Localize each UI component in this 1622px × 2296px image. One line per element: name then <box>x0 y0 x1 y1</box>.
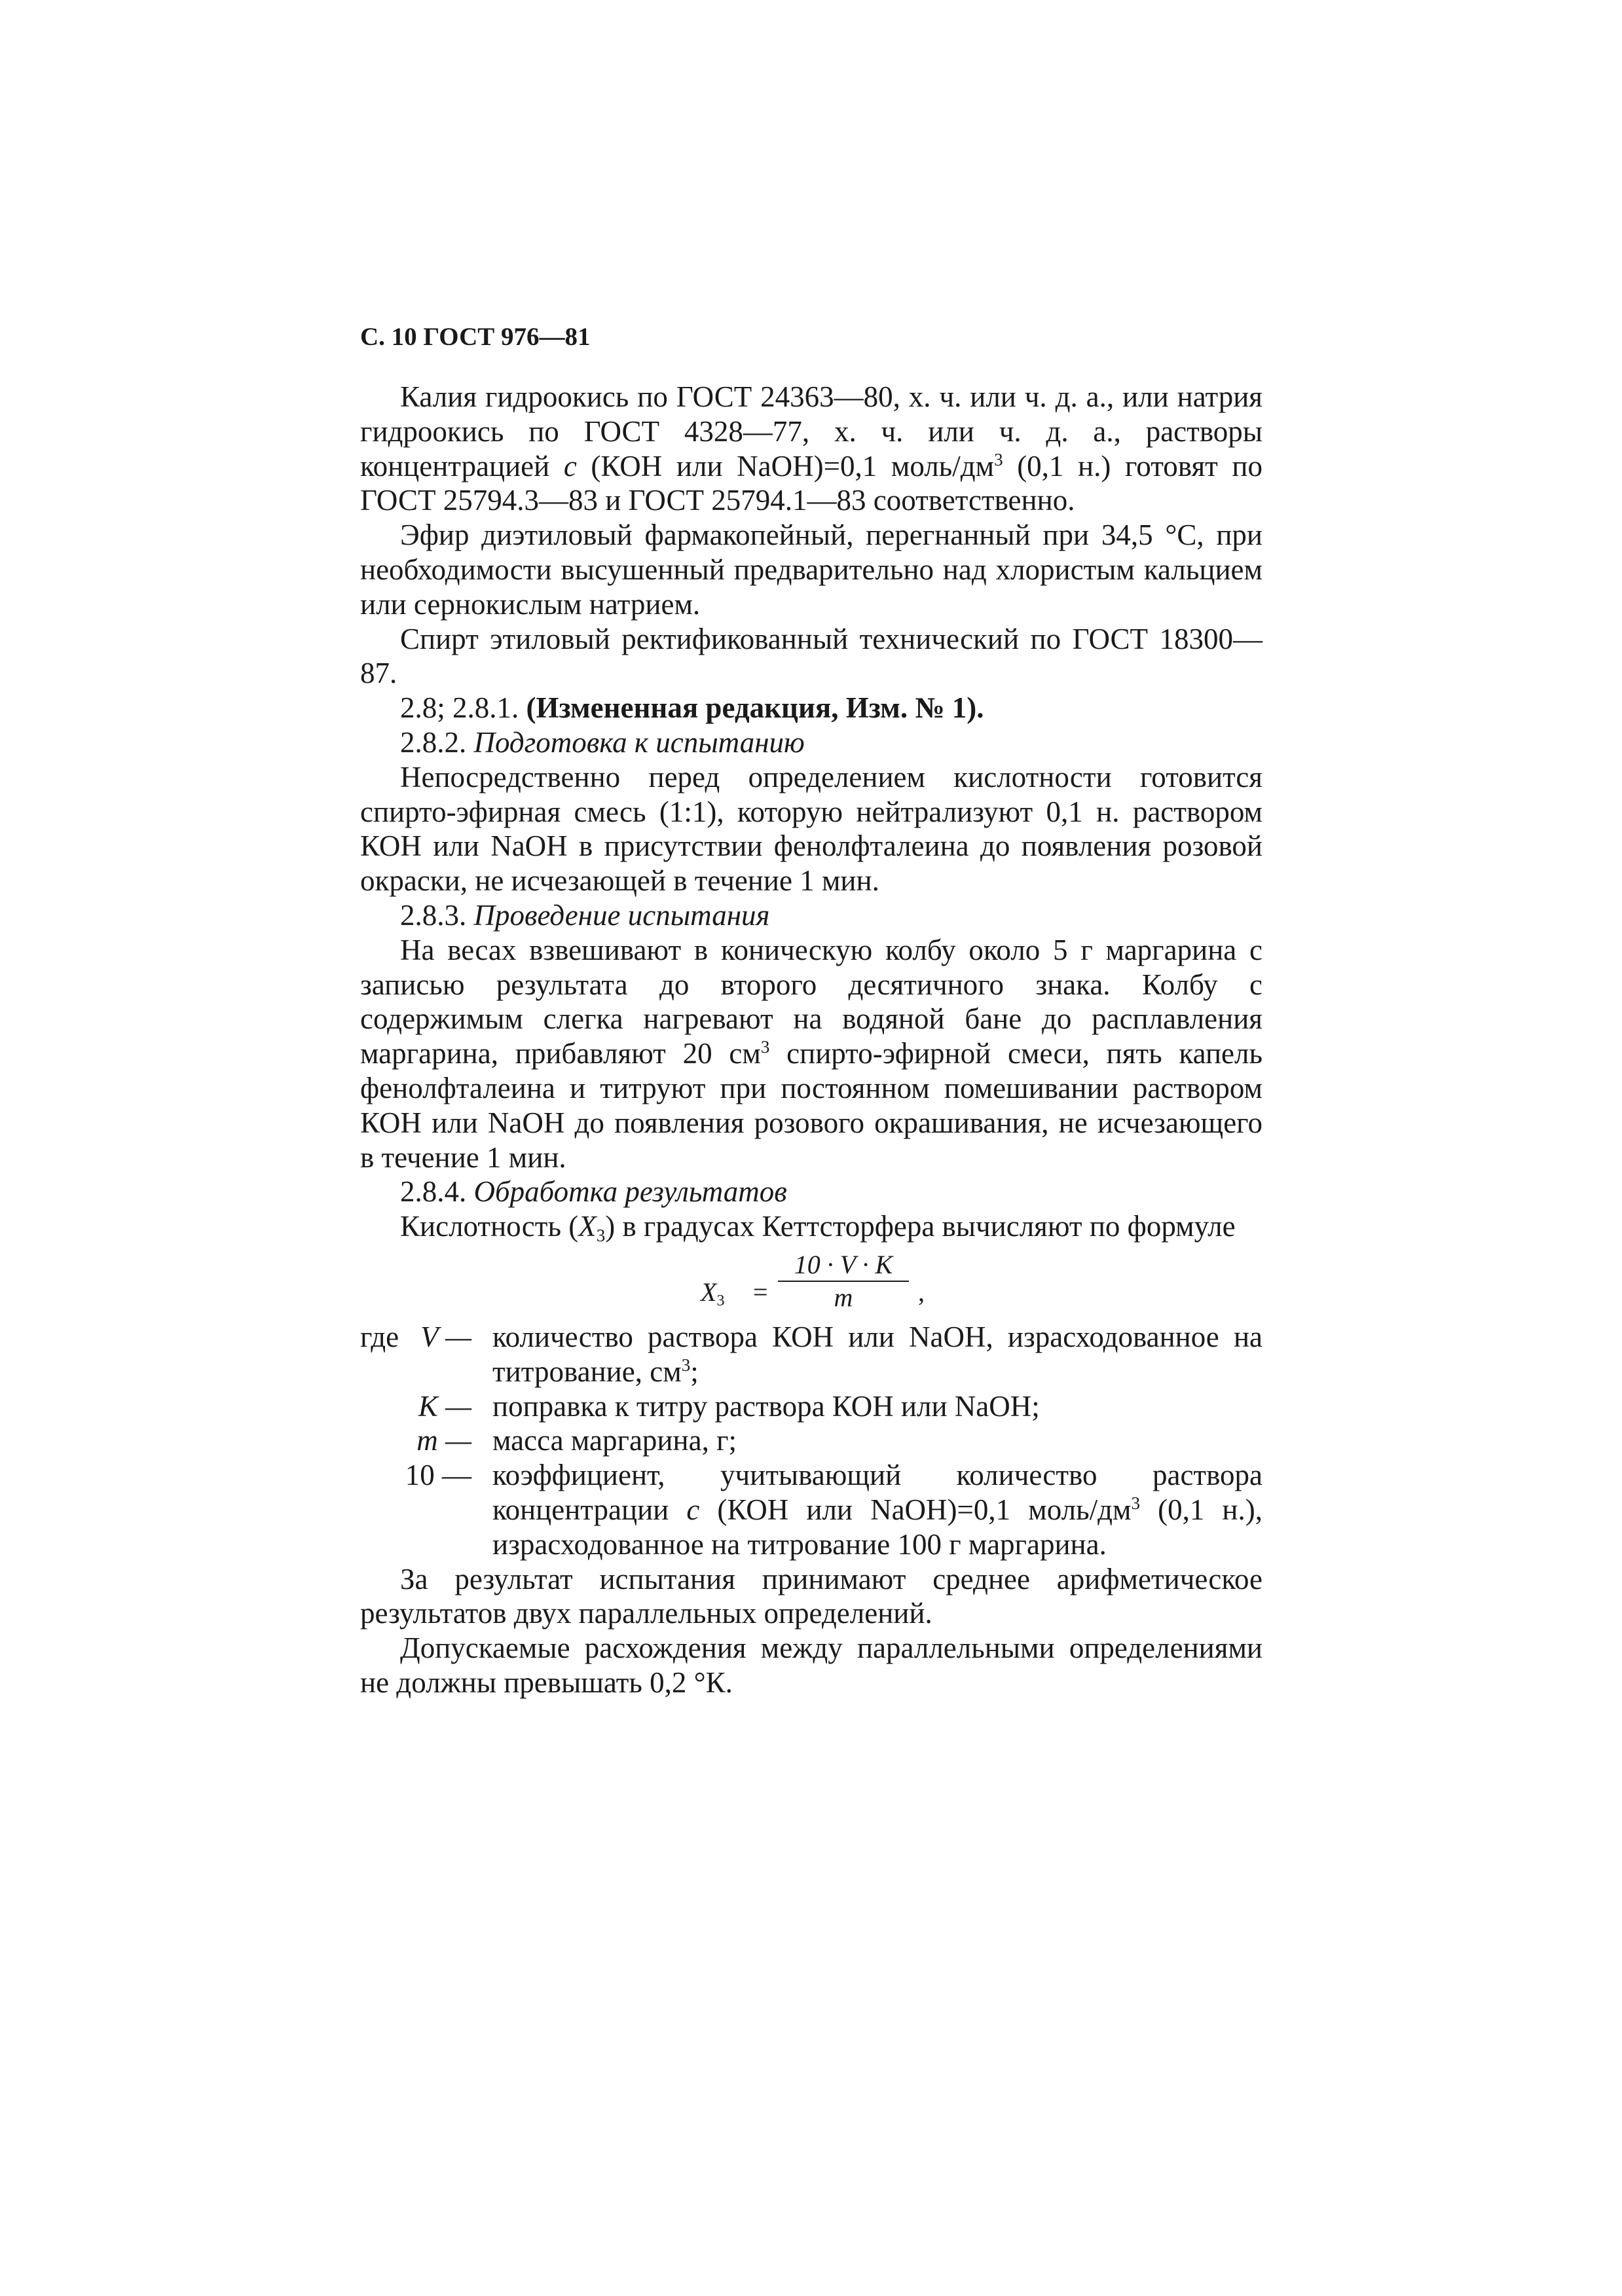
fraction-bar <box>778 1281 909 1282</box>
definition-symbol: 10 — <box>405 1459 471 1492</box>
formula-denominator: m <box>834 1282 853 1312</box>
definition-row <box>360 1458 1263 1561</box>
definition-prefix: где <box>360 1320 399 1353</box>
paragraph-reagents-koh: Калия гидроокись по ГОСТ 24363—80, х. ч. или ч. д. а., или натрия гидроокись по ГОСТ 4328—77, х. ч. или ч. д. а., растворы концентрацией с (КОН или NaOH)=0,1 моль/$дм^3$ (0,1 н.) готовят по ГОСТ 25794.3—83 и ГОСТ 25794.1—83 соответственно. <box>360 380 1263 517</box>
paragraph-procedure: На весах взвешивают в коническую колбу около 5 г маргарина с записью результата до второго десятичного знака. Колбу с содержимым слегка нагревают на водяной бане до расплавления маргарина, прибавляют 20 $см^3$ спирто-эфирной смеси, пять капель фенолфталеина и титруют при постоянном помешивании раствором КОН или NaOH до появления розового окрашивания, не исчезающего в течение 1 мин. <box>360 933 1263 1174</box>
formula-comma: , <box>918 1277 925 1307</box>
paragraph-formula-intro: Кислотность $(X_3)$ в градусах Кеттсторфера вычисляют по формуле <box>400 1210 1236 1246</box>
paragraph-ether: Эфир диэтиловый фармакопейный, перегнанный при 34,5 °С, при необходимости высушенный предварительно над хлористым кальцием или сернокислым натрием. <box>360 519 1263 621</box>
paragraph-result-average: За результат испытания принимают среднее арифметическое результатов двух параллельных определений. <box>360 1562 1263 1630</box>
definition-row <box>360 1320 1263 1389</box>
definition-row <box>360 1423 1263 1458</box>
section-heading-results: 2.8.4. Обработка результатов <box>400 1175 787 1209</box>
definition-prefix <box>360 1389 399 1424</box>
definition-text: коэффициент, учитывающий количество раствора концентрации с (КОН или NaOH)=0,1 моль/$дм^3$ (0,1 н.), израсходованное на титрование 100 г маргарина. <box>492 1459 1263 1561</box>
paragraph-preparation: Непосредственно перед определением кислотности готовится спирто-эфирная смесь (1:1), которую нейтрализуют 0,1 н. раствором КОН или NaOH в присутствии фенолфталеина до появления розовой окраски, не исчезающей в течение 1 мин. <box>360 760 1263 898</box>
page-header: С. 10 ГОСТ 976—81 <box>360 323 591 351</box>
definition-prefix <box>360 1423 399 1458</box>
formula-fraction <box>778 1250 909 1312</box>
section-heading-procedure: 2.8.3. Проведение испытания <box>400 898 770 932</box>
section-heading-preparation: 2.8.2. Подготовка к испытанию <box>400 725 805 759</box>
definition-symbol: m — <box>416 1424 471 1457</box>
definition-symbol: K — <box>418 1389 471 1423</box>
definition-symbol: V — <box>420 1320 471 1353</box>
definition-text: масса маргарина, г; <box>492 1424 737 1457</box>
definition-text: количество раствора КОН или NaOH, израсходованное на титрование, $см^3$; <box>492 1320 1263 1388</box>
definition-row <box>360 1389 1263 1424</box>
formula-block <box>360 1244 1263 1320</box>
variable-definitions <box>360 1320 1263 1562</box>
paragraph-tolerance: Допускаемые расхождения между параллельными определениями не должны превышать 0,2 °К. <box>360 1631 1263 1699</box>
document-body <box>360 380 1263 1700</box>
formula-equals: = <box>753 1277 768 1307</box>
formula-lhs: $X_3$ <box>701 1277 725 1310</box>
paragraph-amendment-note: 2.8; 2.8.1. (Измененная редакция, Изм. № 1). <box>400 691 984 725</box>
definition-prefix <box>360 1458 399 1561</box>
paragraph-ethanol: Спирт этиловый ректификованный технический по ГОСТ 18300—87. <box>360 622 1263 690</box>
formula-numerator: 10 · V · K <box>794 1249 893 1279</box>
definition-text: поправка к титру раствора КОН или NaOH; <box>492 1389 1040 1423</box>
